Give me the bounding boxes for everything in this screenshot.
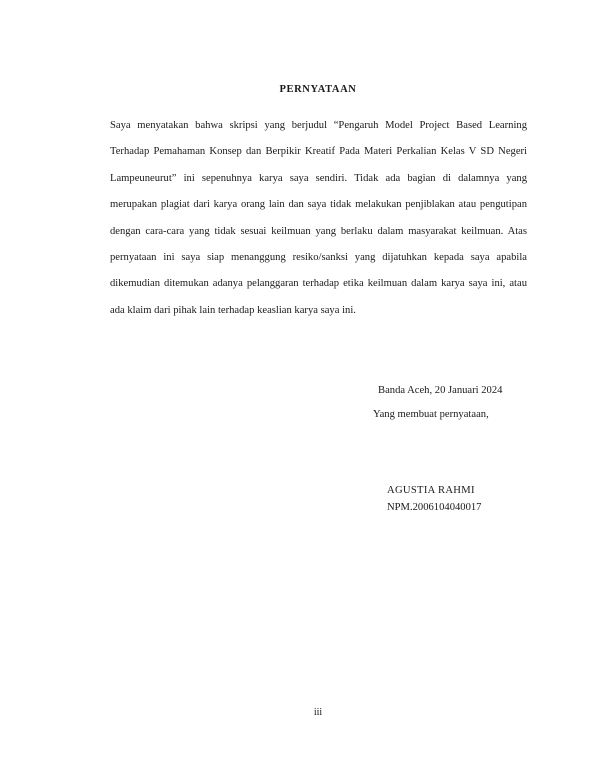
signatory-name: AGUSTIA RAHMI bbox=[387, 485, 475, 496]
statement-paragraph: Saya menyatakan bahwa skripsi yang berjudul “Pengaruh Model Project Based Learning Terhadap Pemahaman Konsep dan Berpikir Kreatif Pada Materi Perkalian Kelas V SD Negeri Lampeuneurut” ini sepenuhnya karya saya sendiri. Tidak ada bagian di dalamnya yang merupakan plagiat dari karya orang lain dan saya tidak melakukan penjiblakan atau pengutipan dengan cara-cara yang tidak sesuai keilmuan yang berlaku dalam masyarakat keilmuan. Atas pernyataan ini saya siap menanggung resiko/sanksi yang dijatuhkan kepada saya apabila dikemudian ditemukan adanya pelanggaran terhadap etika keilmuan dalam karya saya ini, atau ada klaim dari pihak lain terhadap keaslian karya saya ini. bbox=[110, 120, 527, 316]
signature-role: Yang membuat pernyataan, bbox=[373, 409, 489, 420]
signature-place-date: Banda Aceh, 20 Januari 2024 bbox=[378, 385, 503, 396]
signatory-npm: NPM.2006104040017 bbox=[387, 502, 482, 513]
page-number: iii bbox=[313, 707, 323, 718]
page-title: PERNYATAAN bbox=[279, 84, 357, 95]
